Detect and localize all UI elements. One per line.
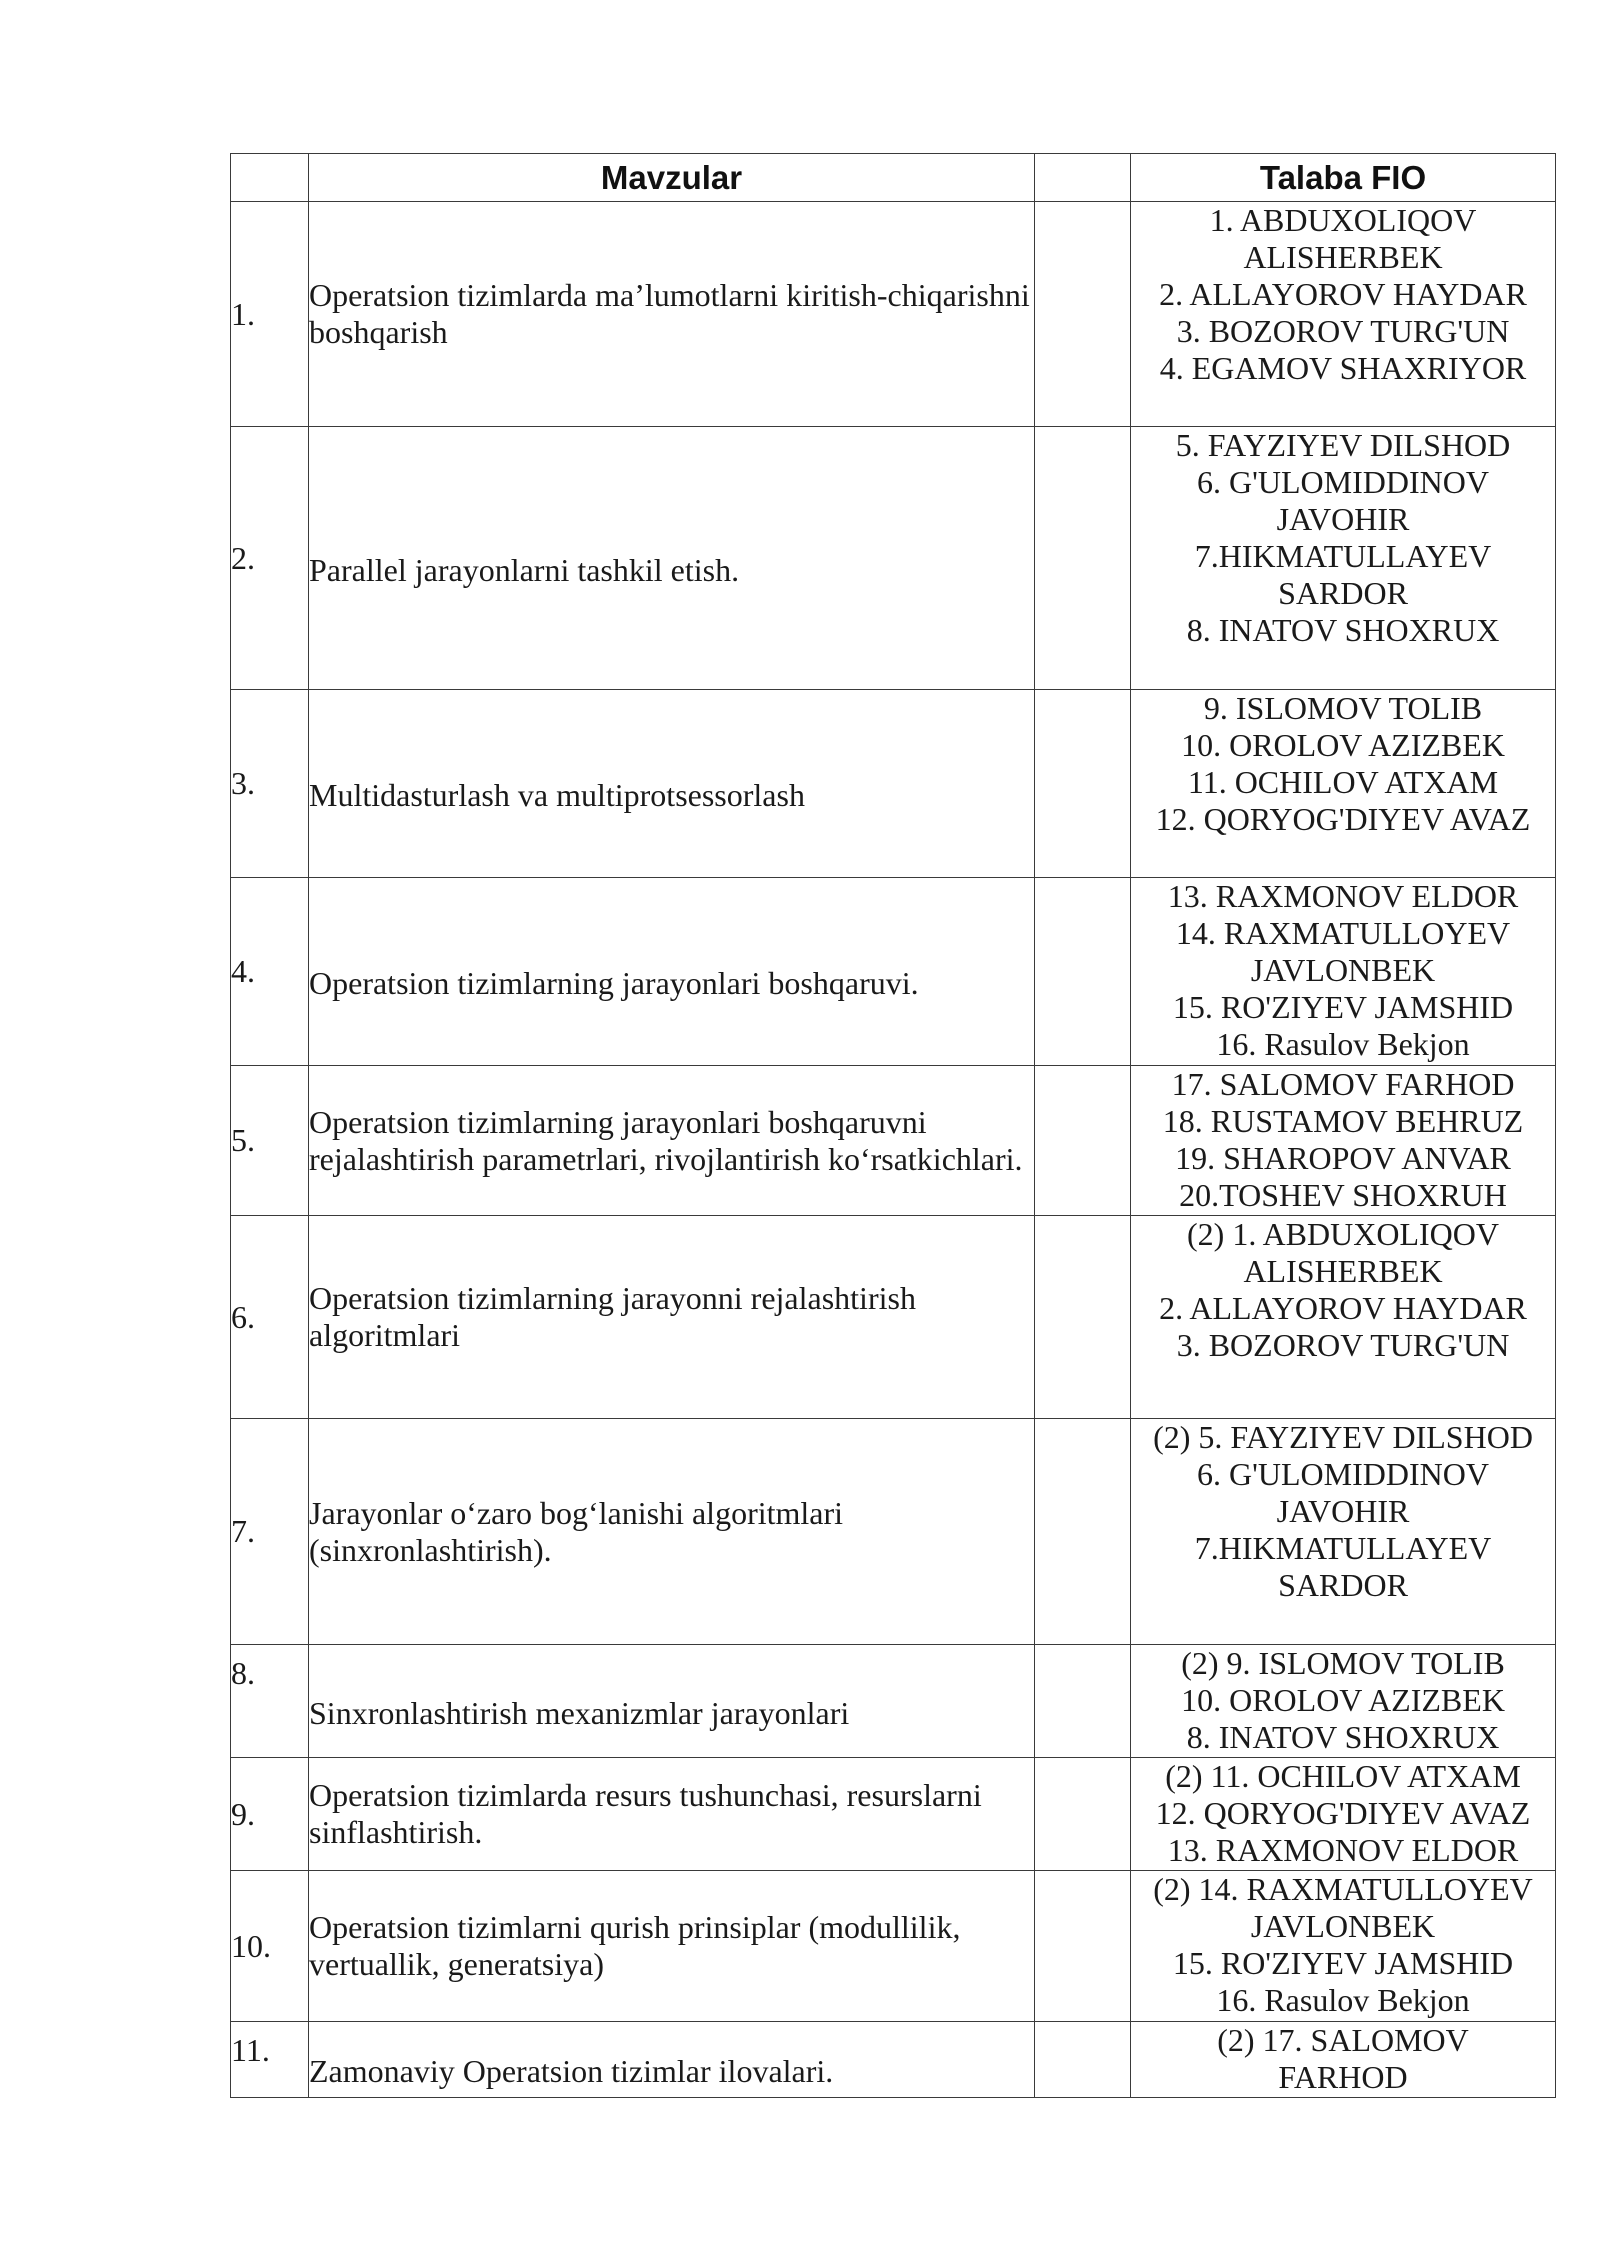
topic-cell: Multidasturlash va multiprotsessorlash — [309, 690, 1035, 878]
table-row — [231, 1758, 1556, 1871]
topic-cell: Jarayonlar o‘zaro bog‘lanishi algoritmlari (sinxronlashtirish). — [309, 1419, 1035, 1645]
student-name: 9. ISLOMOV TOLIB — [1203, 690, 1483, 726]
student-name: 7.HIKMATULLAYEV — [1194, 1530, 1492, 1566]
table-row — [231, 202, 1556, 427]
row-number: 1. — [231, 202, 309, 427]
students-cell — [1131, 1216, 1556, 1419]
table-row — [231, 878, 1556, 1066]
student-name: 5. FAYZIYEV DILSHOD — [1175, 427, 1511, 463]
topic-cell: Operatsion tizimlarda resurs tushunchasi, resurslarni sinflashtirish. — [309, 1758, 1035, 1871]
student-name: SARDOR — [1278, 575, 1408, 611]
table-row — [231, 427, 1556, 690]
student-name: 12. QORYOG'DIYEV AVAZ — [1155, 1795, 1531, 1831]
student-name: 6. G'ULOMIDDINOV — [1197, 1456, 1489, 1492]
students-cell — [1131, 1645, 1556, 1758]
student-name: 16. Rasulov Bekjon — [1216, 1982, 1470, 2018]
blank-cell — [1035, 427, 1131, 690]
row-number: 6. — [231, 1216, 309, 1419]
student-name: 13. RAXMONOV ELDOR — [1167, 1832, 1519, 1868]
student-name: 19. SHAROPOV ANVAR — [1175, 1140, 1511, 1176]
student-name: 4. EGAMOV SHAXRIYOR — [1159, 350, 1527, 386]
table-row — [231, 1645, 1556, 1758]
topic-cell: Zamonaviy Operatsion tizimlar ilovalari. — [309, 2022, 1035, 2098]
student-name: (2) 9. ISLOMOV TOLIB — [1181, 1645, 1505, 1681]
blank-cell — [1035, 2022, 1131, 2098]
student-name: (2) 1. ABDUXOLIQOV — [1187, 1216, 1499, 1252]
students-cell — [1131, 1758, 1556, 1871]
table-row — [231, 690, 1556, 878]
student-name: JAVLONBEK — [1250, 1908, 1436, 1944]
blank-cell — [1035, 1645, 1131, 1758]
students-cell — [1131, 2022, 1556, 2098]
student-name: (2) 5. FAYZIYEV DILSHOD — [1153, 1419, 1533, 1455]
blank-cell — [1035, 1419, 1131, 1645]
topic-cell: Operatsion tizimlarning jarayonlari boshqaruvni rejalashtirish parametrlari, rivojlantirish ko‘rsatkichlari. — [309, 1066, 1035, 1216]
students-cell — [1131, 1419, 1556, 1645]
student-name: 8. INATOV SHOXRUX — [1186, 1719, 1500, 1755]
row-number: 5. — [231, 1066, 309, 1216]
students-cell — [1131, 427, 1556, 690]
header-students: Talaba FIO — [1131, 154, 1556, 202]
student-name: ALISHERBEK — [1243, 239, 1443, 275]
header-row — [231, 154, 1556, 202]
blank-cell — [1035, 1871, 1131, 2022]
row-number: 9. — [231, 1758, 309, 1871]
topic-cell: Operatsion tizimlarning jarayonni rejalashtirish algoritmlari — [309, 1216, 1035, 1419]
row-number: 8. — [231, 1645, 309, 1758]
topics-table — [230, 153, 1556, 2098]
student-name: 20.TOSHEV SHOXRUH — [1179, 1177, 1507, 1213]
topic-cell: Operatsion tizimlarning jarayonlari boshqaruvi. — [309, 878, 1035, 1066]
row-number: 7. — [231, 1419, 309, 1645]
student-name: JAVOHIR — [1276, 501, 1410, 537]
student-name: 8. INATOV SHOXRUX — [1186, 612, 1500, 648]
student-name: (2) 17. SALOMOV — [1217, 2022, 1469, 2058]
student-name: JAVOHIR — [1276, 1493, 1410, 1529]
table-row — [231, 2022, 1556, 2098]
blank-cell — [1035, 1066, 1131, 1216]
student-name: 14. RAXMATULLOYEV — [1175, 915, 1511, 951]
student-name: 10. OROLOV AZIZBEK — [1181, 1682, 1505, 1718]
students-cell — [1131, 878, 1556, 1066]
student-name: 12. QORYOG'DIYEV AVAZ — [1155, 801, 1531, 837]
student-name: 7.HIKMATULLAYEV — [1194, 538, 1492, 574]
student-name: (2) 14. RAXMATULLOYEV — [1153, 1871, 1533, 1907]
students-cell — [1131, 202, 1556, 427]
row-number: 2. — [231, 427, 309, 690]
student-name: FARHOD — [1278, 2059, 1408, 2095]
student-name: 13. RAXMONOV ELDOR — [1167, 878, 1519, 914]
student-name: (2) 11. OCHILOV ATXAM — [1165, 1758, 1521, 1794]
table-row — [231, 1066, 1556, 1216]
blank-cell — [1035, 878, 1131, 1066]
blank-cell — [1035, 202, 1131, 427]
student-name: SARDOR — [1278, 1567, 1408, 1603]
student-name: 17. SALOMOV FARHOD — [1171, 1066, 1515, 1102]
student-name: 2. ALLAYOROV HAYDAR — [1159, 1290, 1527, 1326]
topic-cell: Sinxronlashtirish mexanizmlar jarayonlari — [309, 1645, 1035, 1758]
student-name: 3. BOZOROV TURG'UN — [1176, 1327, 1510, 1363]
students-cell — [1131, 1066, 1556, 1216]
students-cell — [1131, 690, 1556, 878]
table-body — [231, 202, 1556, 2098]
student-name: 15. RO'ZIYEV JAMSHID — [1172, 989, 1514, 1025]
row-number: 11. — [231, 2022, 309, 2098]
student-name: 1. ABDUXOLIQOV — [1209, 202, 1477, 238]
blank-cell — [1035, 1216, 1131, 1419]
table-row — [231, 1419, 1556, 1645]
student-name: 18. RUSTAMOV BEHRUZ — [1162, 1103, 1524, 1139]
table-row — [231, 1216, 1556, 1419]
header-num — [231, 154, 309, 202]
topic-cell: Operatsion tizimlarni qurish prinsiplar (modullilik, vertuallik, generatsiya) — [309, 1871, 1035, 2022]
topic-cell: Parallel jarayonlarni tashkil etish. — [309, 427, 1035, 690]
topic-cell: Operatsion tizimlarda ma’lumotlarni kiritish-chiqarishni boshqarish — [309, 202, 1035, 427]
student-name: ALISHERBEK — [1243, 1253, 1443, 1289]
student-name: 2. ALLAYOROV HAYDAR — [1159, 276, 1527, 312]
student-name: 10. OROLOV AZIZBEK — [1181, 727, 1505, 763]
blank-cell — [1035, 690, 1131, 878]
header-blank — [1035, 154, 1131, 202]
student-name: 11. OCHILOV ATXAM — [1187, 764, 1499, 800]
blank-cell — [1035, 1758, 1131, 1871]
student-name: JAVLONBEK — [1250, 952, 1436, 988]
student-name: 15. RO'ZIYEV JAMSHID — [1172, 1945, 1514, 1981]
row-number: 4. — [231, 878, 309, 1066]
row-number: 3. — [231, 690, 309, 878]
students-cell — [1131, 1871, 1556, 2022]
row-number: 10. — [231, 1871, 309, 2022]
table-row — [231, 1871, 1556, 2022]
student-name: 16. Rasulov Bekjon — [1216, 1026, 1470, 1062]
student-name: 3. BOZOROV TURG'UN — [1176, 313, 1510, 349]
student-name: 6. G'ULOMIDDINOV — [1197, 464, 1489, 500]
header-topics: Mavzular — [309, 154, 1035, 202]
